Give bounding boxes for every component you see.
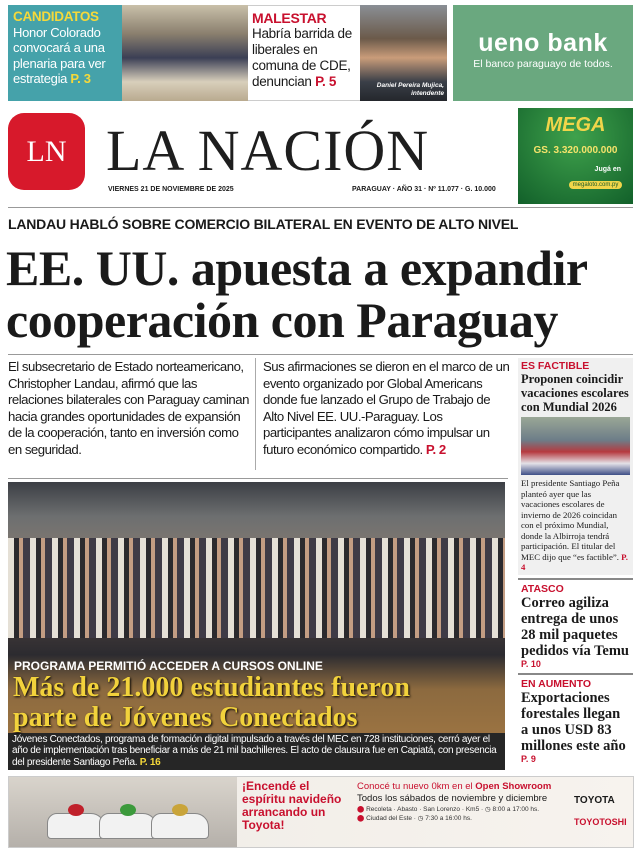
ad-showroom: Open Showroom [475,781,552,792]
divider [8,354,633,355]
ad-brand: ueno bank [478,29,608,57]
column-rule [255,358,256,470]
page-ref: P. 9 [521,753,536,764]
edition-date: VIERNES 21 DE NOVIEMBRE DE 2025 [108,186,234,193]
ueno-bank-ad[interactable] [453,5,633,101]
photo-story-body [8,733,505,771]
edition-info: PARAGUAY · AÑO 31 · Nº 11.077 · G. 10.000 [352,186,496,193]
page-ref: P. 4 [521,551,628,572]
toyota-ad[interactable] [8,776,634,848]
side-body [521,478,630,573]
headline-line: Más de 21.000 estudiantes fueron [13,671,410,703]
teaser-text: Habría barrida de liberales en comuna de CDE, denuncian [252,26,352,89]
page-ref: P. 3 [70,71,91,86]
lead-body-col1: El subsecretario de Estado norteamericano, Christopher Landau, afirmó que las relaciones bilaterales con Paraguay caminan hacia grandes oportunidades de expansión de la cooperación, tanto en inversión como en seguridad. [8,359,249,457]
side-kicker: EN AUMENTO [521,677,592,690]
page-ref: P. 16 [139,756,161,768]
sidebar [518,358,633,765]
ad-cars-image [9,777,237,847]
side-story-en-aumento[interactable] [518,678,633,765]
ad-details: Conocé tu nuevo 0km en el Open Showroom Todos los sábados de noviembre y diciembre ⬤ Recoleta · Abasto · San Lorenzo · Km5 · ◷ 8:00 a 17:00 hs. ⬤ Ciudad del Este · ◷ 7:30 a 16:00 hs. [357,781,567,823]
photo-caption: Daniel Pereira Mujica, intendente [376,82,444,97]
ad-hours: 7:30 a 16:00 hs. [425,815,472,822]
pin-icon: ⬤ [357,806,365,813]
side-title: Correo agiliza entrega de unos 28 mil paquetes pedidos vía Temu [521,594,629,659]
headline-line: cooperación con Paraguay [6,292,558,348]
clock-icon: ◷ [417,815,424,822]
megaloto-ad[interactable] [518,108,633,204]
clock-icon: ◷ [484,806,491,813]
toyotoshi-logo: TOYOTOSHI [574,817,627,827]
divider [8,207,633,208]
headline-line: EE. UU. apuesta a expandir [6,240,588,296]
side-story-atasco[interactable] [518,583,633,670]
teaser-text: Honor Colorado convocará a una plenaria para ver estrategia [13,24,106,86]
photo-caption-block [8,659,505,771]
divider [518,578,633,580]
bow-icon [172,804,188,816]
divider [518,673,633,675]
photo-story-kicker: PROGRAMA PERMITIÓ ACCEDER A CURSOS ONLINE [14,658,323,673]
ad-location: Ciudad del Este [366,815,412,822]
teaser-photo-portrait [360,5,447,101]
car-icon [99,813,157,839]
page-ref: P. 2 [425,441,446,457]
toyota-logo: TOYOTA [574,795,615,806]
side-photo-students [521,417,630,475]
car-icon [151,813,209,839]
lead-kicker: LANDAU HABLÓ SOBRE COMERCIO BILATERAL EN EVENTO DE ALTO NIVEL [8,216,519,232]
ad-line: Todos los sábados de noviembre y diciembre [357,793,548,804]
pin-icon: ⬤ [357,815,365,822]
teaser-kicker: CANDIDATOS [13,9,99,24]
lead-headline[interactable] [6,242,636,346]
page-ref: P. 10 [521,658,541,669]
ad-line: Conocé tu nuevo 0km en el [357,781,476,792]
headline-line: parte de Jóvenes Conectados [13,701,358,733]
teaser-candidatos[interactable] [8,5,122,101]
page-ref: P. 5 [315,74,337,89]
side-kicker: ATASCO [521,582,564,595]
ad-hours: 8:00 a 17:00 hs. [492,806,540,813]
masthead-title: LA NACIÓN [106,118,430,183]
ad-amount: GS. 3.320.000.000 [533,145,618,156]
photo-story-headline[interactable] [8,673,505,733]
bow-icon [120,804,136,816]
body-text: Sus afirmaciones se dieron en el marco de un evento organizado por Global Americans donde fue lanzado el Grupo de Trabajo de Alto Nivel EE. UU.-Paraguay. Los participantes analizaron cómo impulsar un futuro económico compartido. [263,359,510,457]
ad-title: MEGA [545,114,606,136]
divider [8,478,508,479]
car-icon [47,813,105,839]
ad-tagline: El banco paraguayo de todos. [473,58,613,70]
bow-icon [68,804,84,816]
crowd-image [8,538,505,638]
side-story-es-factible[interactable] [518,358,633,575]
ad-slogan: ¡Encendé el espíritu navideño arrancando un Toyota! [242,779,342,832]
side-title: Exportaciones forestales llegan a unos USD 83 millones este año [521,689,626,754]
ln-logo: LN [8,113,85,190]
body-text: El presidente Santiago Peña planteó ayer que las vacaciones escolares de invierno de 2026 coincidan con el próximo Mundial, donde la Albirroja tendrá participación. El titular del MEC dijo que “es factible”. [521,478,620,562]
teaser-malestar[interactable] [248,5,360,101]
body-text: Jóvenes Conectados, programa de formación digital impulsado a través del MEC en 728 instituciones, cerró ayer el año de implementación tras beneficiar a más de 21 mil bachilleres. El acto de clausura fue en Capiatá, con presencia del presidente Santiago Peña. [12,733,497,768]
ad-url: megaloto.com.py [569,181,623,189]
ad-locations: Recoleta · Abasto · San Lorenzo · Km5 [366,806,480,813]
side-kicker: ES FACTIBLE [521,360,590,372]
lead-body-col2 [263,359,511,458]
ad-cta: Jugá en [594,166,621,173]
teaser-photo-group [122,5,248,101]
teaser-kicker: MALESTAR [252,10,327,26]
main-photo-graduation [8,482,505,770]
side-title: Proponen coincidir vacaciones escolares con Mundial 2026 [521,372,629,414]
